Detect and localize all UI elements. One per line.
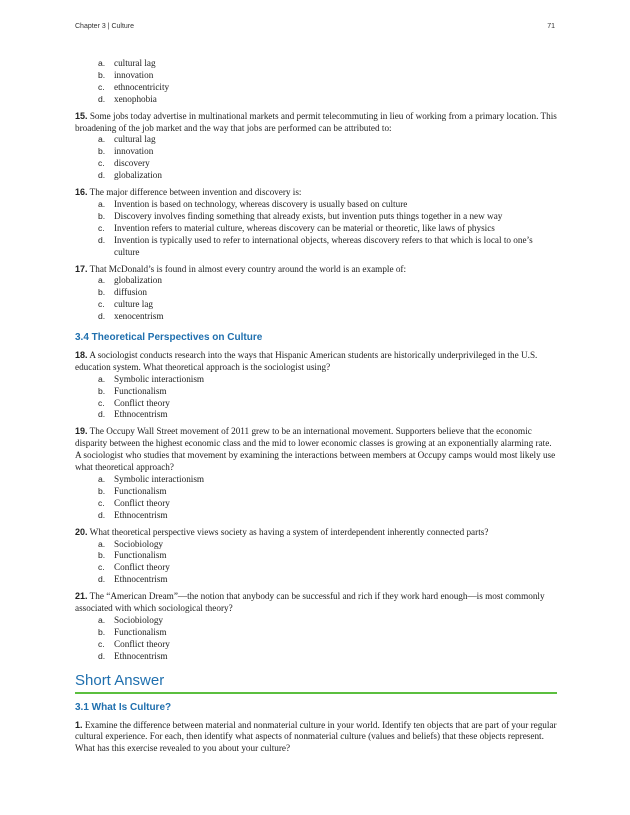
option-letter: d. (98, 650, 106, 661)
option-letter: d. (98, 170, 106, 181)
question-item (75, 111, 557, 182)
question-14-options (75, 58, 557, 106)
option-letter: a. (98, 614, 106, 625)
option-list (75, 539, 557, 587)
question-stem (75, 527, 557, 539)
option-item (75, 639, 557, 651)
option-text: Discovery involves finding something that already exists, but invention puts things together in a new way (114, 210, 503, 221)
option-letter: c. (98, 638, 105, 649)
option-item (75, 651, 557, 663)
option-list (75, 275, 557, 323)
question-text: A sociologist conducts research into the ways that Hispanic American students are historically underprivileged in the U.S. education system. What theoretical approach is the sociologist using? (75, 349, 538, 372)
question-number: 15. (75, 110, 88, 121)
short-answer-heading: Short Answer (75, 672, 557, 694)
option-list (75, 134, 557, 182)
chapter-title: Chapter 3 | Culture (75, 23, 135, 30)
option-item (75, 562, 557, 574)
question-stem (75, 591, 557, 615)
option-item (75, 223, 557, 235)
option-text: Sociobiology (114, 614, 164, 625)
question-number: 17. (75, 263, 88, 274)
option-item (75, 134, 557, 146)
option-letter: c. (98, 81, 105, 92)
option-letter: d. (98, 234, 106, 245)
question-stem (75, 426, 557, 474)
question-stem (75, 350, 557, 374)
question-text: The “American Dream”—the notion that anybody can be successful and rich if they work hard enough—is most commonly associated with which sociological theory? (75, 591, 545, 614)
option-list (75, 199, 557, 259)
option-item (75, 94, 557, 106)
option-list (75, 58, 557, 106)
question-group-b (75, 350, 557, 663)
option-text: discovery (114, 158, 150, 169)
question-text: Examine the difference between material and nonmaterial culture in your world. Identify ten objects that are part of your regular cultural experience. For each, then identify what aspects of nonmaterial culture (values and beliefs) that these objects represent. What has this exercise revealed to you about your culture? (75, 719, 557, 754)
option-item (75, 158, 557, 170)
question-item (75, 264, 557, 324)
option-item (75, 486, 557, 498)
option-text: Sociobiology (114, 538, 164, 549)
question-stem (75, 111, 557, 135)
option-item (75, 374, 557, 386)
option-item (75, 550, 557, 562)
option-text: Conflict theory (114, 497, 170, 508)
question-number: 1. (75, 719, 83, 730)
option-letter: c. (98, 562, 105, 573)
option-item (75, 409, 557, 421)
option-letter: c. (98, 497, 105, 508)
option-letter: b. (98, 69, 106, 80)
section-heading-3-1: 3.1 What Is Culture? (75, 701, 172, 713)
option-text: Invention is typically used to refer to international objects, whereas discovery refers to that which is local to one’s culture (114, 234, 533, 257)
option-letter: a. (98, 198, 106, 209)
option-letter: a. (98, 58, 106, 68)
option-text: globalization (114, 275, 162, 286)
short-answer-question (75, 720, 557, 756)
question-item (75, 350, 557, 421)
option-letter: b. (98, 287, 106, 298)
option-item (75, 58, 557, 70)
option-text: Functionalism (114, 385, 167, 396)
option-letter: d. (98, 311, 106, 322)
question-text: The Occupy Wall Street movement of 2011 grew to be an international movement. Supporters believe that the economic disparity between the highest economic class and the mid to lower economic classes is growing at an exponentially alarming rate. A sociologist who studies that movement by examining the interactions between members at Occupy camps would most likely use what theoretical approach? (75, 426, 556, 473)
option-item (75, 299, 557, 311)
question-stem (75, 264, 557, 276)
option-letter: a. (98, 474, 106, 484)
option-letter: b. (98, 146, 106, 157)
option-text: Invention refers to material culture, whereas discovery can be material or theoretic, like laws of physics (114, 222, 495, 233)
option-text: innovation (114, 69, 154, 80)
option-text: Ethnocentrism (114, 650, 168, 661)
option-item (75, 311, 557, 323)
question-number: 19. (75, 426, 88, 437)
option-item (75, 398, 557, 410)
option-letter: a. (98, 275, 106, 286)
option-item (75, 211, 557, 223)
option-text: xenophobia (114, 93, 157, 104)
option-text: Ethnocentrism (114, 574, 168, 585)
question-text: The major difference between invention and discovery is: (89, 187, 302, 198)
question-number: 21. (75, 591, 88, 602)
option-item (75, 275, 557, 287)
option-item (75, 539, 557, 551)
option-item (75, 235, 557, 259)
option-list (75, 474, 557, 522)
option-text: culture lag (114, 299, 154, 310)
question-group-a (75, 111, 557, 323)
option-letter: d. (98, 409, 106, 420)
option-text: Ethnocentrism (114, 409, 168, 420)
question-item (75, 426, 557, 521)
option-item (75, 146, 557, 158)
option-text: innovation (114, 146, 154, 157)
question-text: What theoretical perspective views society as having a system of interdependent inherently connected parts? (89, 526, 489, 537)
option-letter: c. (98, 158, 105, 169)
option-letter: b. (98, 485, 106, 496)
option-item (75, 287, 557, 299)
question-stem (75, 187, 557, 199)
question-number: 16. (75, 187, 88, 198)
question-number: 18. (75, 349, 88, 360)
option-text: Ethnocentrism (114, 509, 168, 520)
option-text: diffusion (114, 287, 148, 298)
option-text: Conflict theory (114, 562, 170, 573)
option-letter: d. (98, 509, 106, 520)
option-item (75, 510, 557, 522)
option-item (75, 474, 557, 486)
option-letter: b. (98, 626, 106, 637)
option-letter: b. (98, 210, 106, 221)
option-list (75, 615, 557, 663)
option-text: xenocentrism (114, 311, 164, 322)
option-item (75, 498, 557, 510)
option-letter: c. (98, 299, 105, 310)
option-item (75, 170, 557, 182)
option-text: Symbolic interactionism (114, 373, 205, 384)
question-stem (75, 720, 557, 756)
option-list (75, 374, 557, 422)
option-item (75, 70, 557, 82)
option-text: Functionalism (114, 485, 167, 496)
section-heading-3-4: 3.4 Theoretical Perspectives on Culture (75, 332, 263, 344)
question-item (75, 187, 557, 258)
option-text: cultural lag (114, 58, 156, 68)
option-item (75, 82, 557, 94)
option-letter: c. (98, 222, 105, 233)
question-item (75, 527, 557, 587)
option-text: ethnocentricity (114, 81, 170, 92)
option-letter: b. (98, 550, 106, 561)
option-item (75, 627, 557, 639)
option-text: Invention is based on technology, whereas discovery is usually based on culture (114, 198, 408, 209)
option-text: globalization (114, 170, 162, 181)
option-text: Functionalism (114, 626, 167, 637)
option-item (75, 615, 557, 627)
question-number: 20. (75, 526, 88, 537)
option-item (75, 386, 557, 398)
option-text: cultural lag (114, 134, 156, 145)
option-letter: b. (98, 385, 106, 396)
page-content (75, 58, 557, 760)
option-letter: a. (98, 373, 106, 384)
option-text: Symbolic interactionism (114, 474, 205, 484)
option-letter: c. (98, 397, 105, 408)
option-item (75, 199, 557, 211)
question-text: Some jobs today advertise in multinational markets and permit telecommuting in lieu of working from a primary location. This broadening of the job market and the way that jobs are performed can be attributed to: (75, 110, 557, 133)
option-letter: a. (98, 134, 106, 145)
option-letter: d. (98, 574, 106, 585)
page-number: 71 (547, 23, 555, 30)
option-text: Conflict theory (114, 638, 170, 649)
option-item (75, 574, 557, 586)
question-item (75, 591, 557, 662)
option-text: Functionalism (114, 550, 167, 561)
question-text: That McDonald’s is found in almost every country around the world is an example of: (89, 263, 407, 274)
option-letter: d. (98, 93, 106, 104)
option-letter: a. (98, 538, 106, 549)
option-text: Conflict theory (114, 397, 170, 408)
